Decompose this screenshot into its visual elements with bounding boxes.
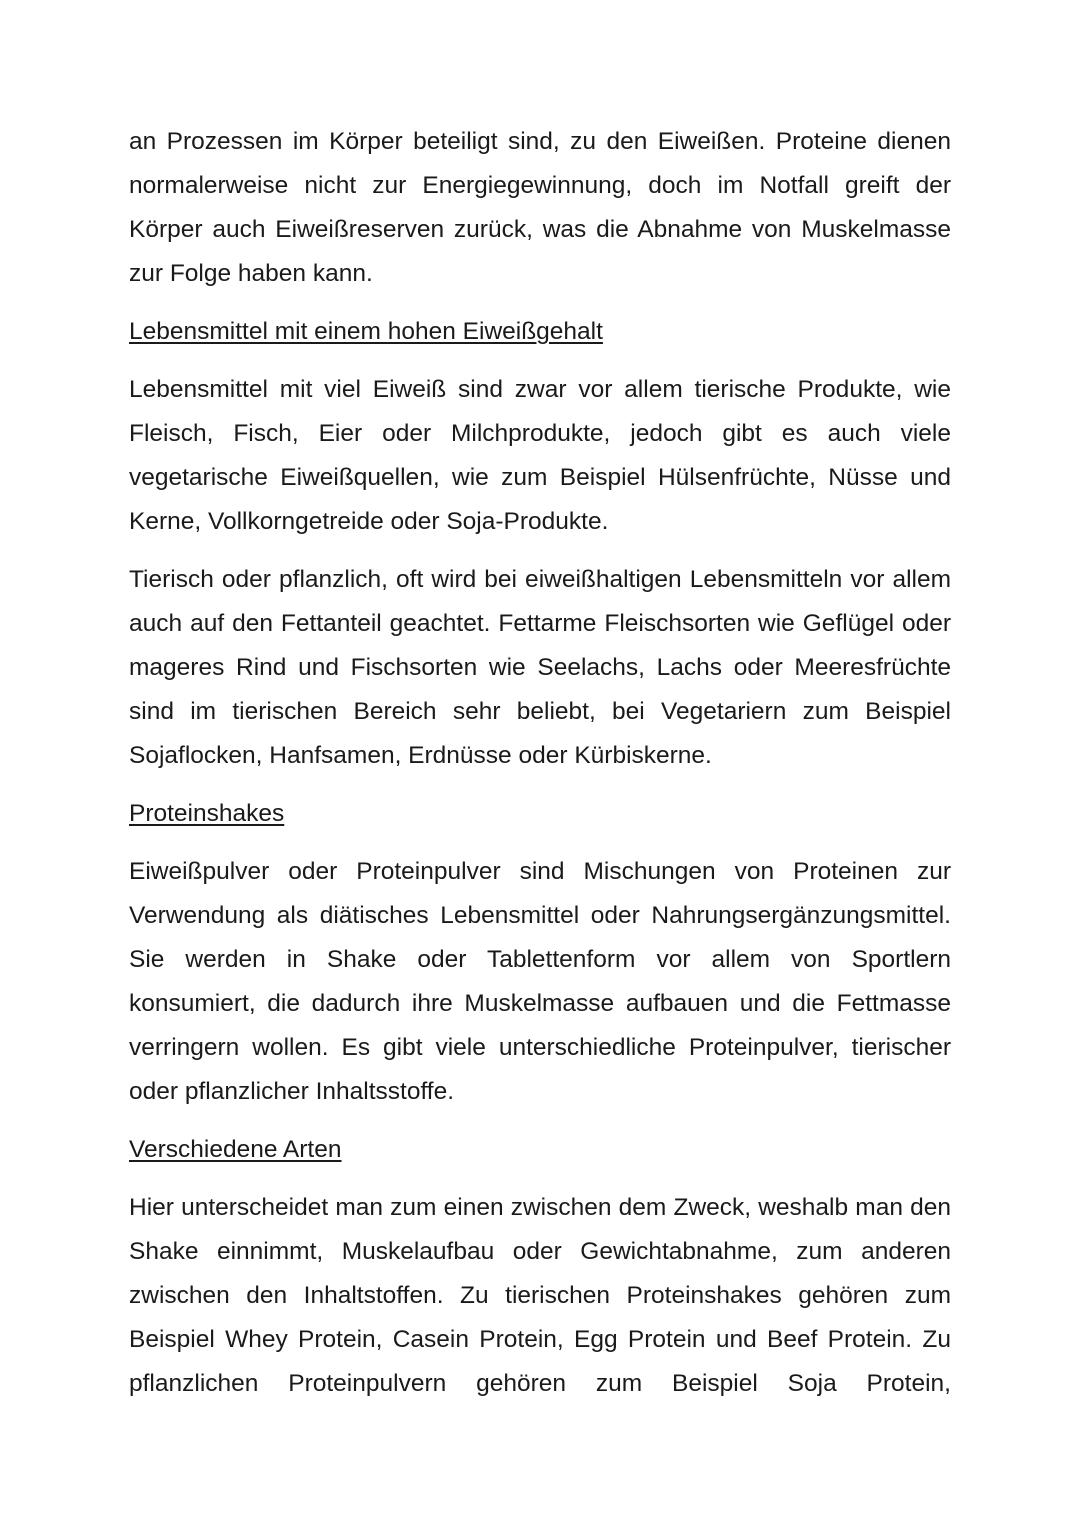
- paragraph-foods-2: Tierisch oder pflanzlich, oft wird bei eiweißhaltigen Lebensmitteln vor allem auch auf den Fettanteil geachtet. Fettarme Fleischsorten wie Geflügel oder mageres Rind und Fischsorten wie Seelachs, Lachs oder Meeresfrüchte sind im tierischen Bereich sehr beliebt, bei Vegetariern zum Beispiel Sojaflocken, Hanfsamen, Erdnüsse oder Kürbiskerne.: [129, 566, 951, 769]
- heading-shakes: Proteinshakes: [129, 800, 285, 827]
- paragraph-shakes: Eiweißpulver oder Proteinpulver sind Mischungen von Proteinen zur Verwendung als diätisches Lebensmittel oder Nahrungsergänzungsmittel. Sie werden in Shake oder Tablettenform vor allem von Sportlern konsumiert, die dadurch ihre Muskelmasse aufbauen und die Fettmasse verringern wollen. Es gibt viele unterschiedliche Proteinpulver, tierischer oder pflanzlicher Inhaltsstoffe.: [129, 858, 951, 1105]
- paragraph-types: Hier unterscheidet man zum einen zwischen dem Zweck, weshalb man den Shake einnimmt, Muskelaufbau oder Gewichtabnahme, zum anderen zwischen den Inhaltstoffen. Zu tierischen Proteinshakes gehören zum Beispiel Whey Protein, Casein Protein, Egg Protein und Beef Protein. Zu pflanzlichen Proteinpulvern gehören zum Beispiel Soja Protein,: [129, 1194, 951, 1397]
- heading-foods: Lebensmittel mit einem hohen Eiweißgehalt: [129, 318, 603, 345]
- paragraph-intro: an Prozessen im Körper beteiligt sind, zu den Eiweißen. Proteine dienen normalerweise nicht zur Energiegewinnung, doch im Notfall greift der Körper auch Eiweißreserven zurück, was die Abnahme von Muskelmasse zur Folge haben kann.: [129, 128, 951, 287]
- paragraph-foods-1: Lebensmittel mit viel Eiweiß sind zwar vor allem tierische Produkte, wie Fleisch, Fisch, Eier oder Milchprodukte, jedoch gibt es auch viele vegetarische Eiweißquellen, wie zum Beispiel Hülsenfrüchte, Nüsse und Kerne, Vollkorngetreide oder Soja-Produkte.: [129, 376, 951, 535]
- heading-types: Verschiedene Arten: [129, 1136, 342, 1163]
- document-page: [129, 120, 951, 1420]
